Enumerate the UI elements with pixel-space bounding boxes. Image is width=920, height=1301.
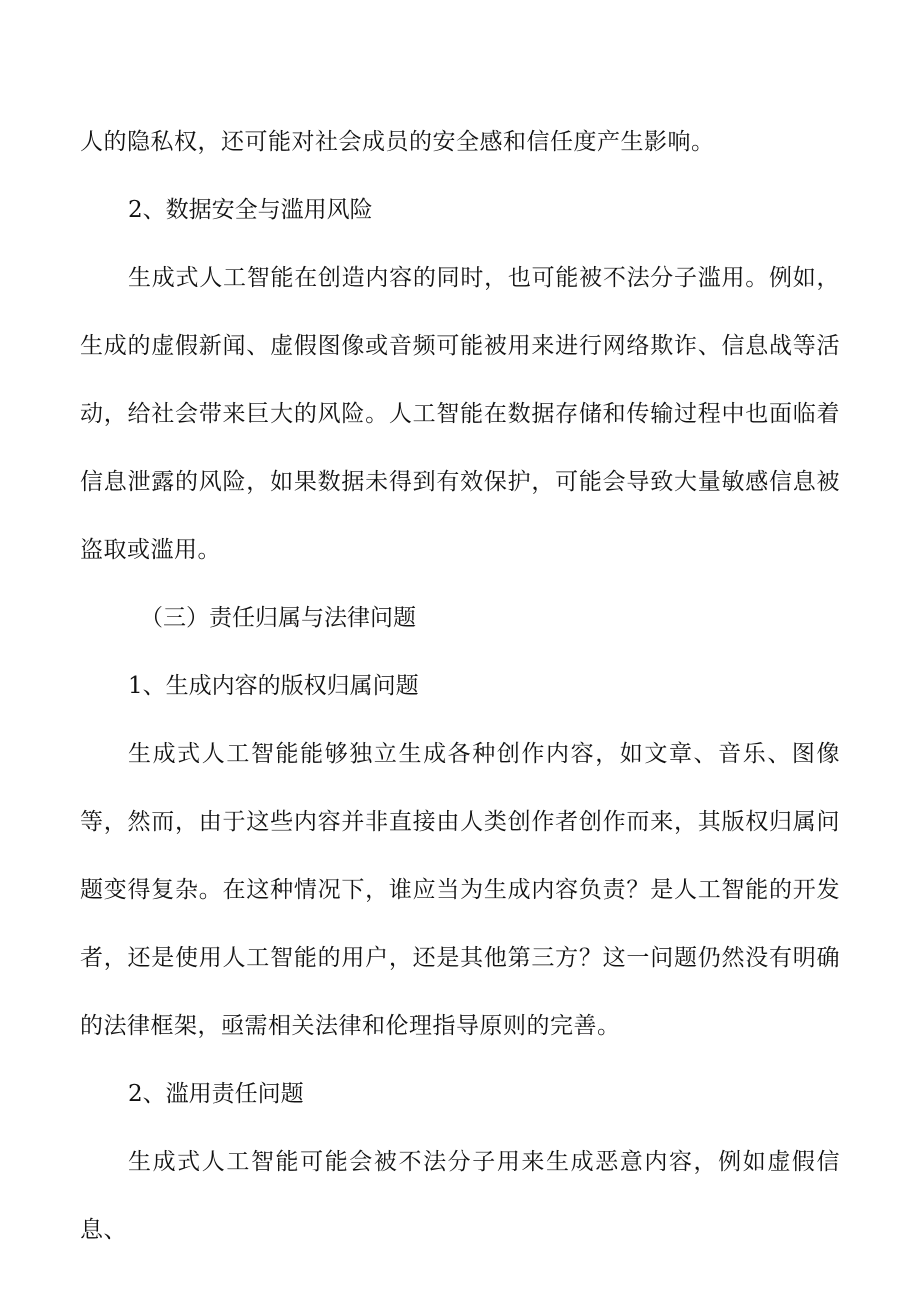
heading-data-security: 2、数据安全与滥用风险 [128, 197, 373, 223]
paragraph-privacy-continuation: 人的隐私权，还可能对社会成员的安全感和信任度产生影响。 [80, 129, 715, 155]
paragraph-misuse-responsibility: 生成式人工智能可能会被不法分子用来生成恶意内容，例如虚假信息、 [80, 1149, 840, 1243]
paragraph-copyright: 生成式人工智能能够独立生成各种创作内容，如文章、音乐、图像等，然而，由于这些内容并非直接由人类创作者创作而来，其版权归属问题变得复杂。在这种情况下，谁应当为生成内容负责？是人工智能的开发者，还是使用人工智能的用户，还是其他第三方？这一问题仍然没有明确的法律框架，亟需相关法律和伦理指导原则的完善。 [80, 741, 840, 1039]
paragraph-data-security: 生成式人工智能在创造内容的同时，也可能被不法分子滥用。例如，生成的虚假新闻、虚假图像或音频可能被用来进行网络欺诈、信息战等活动，给社会带来巨大的风险。人工智能在数据存储和传输过程中也面临着信息泄露的风险，如果数据未得到有效保护，可能会导致大量敏感信息被盗取或滥用。 [80, 265, 840, 563]
heading-misuse-responsibility: 2、滥用责任问题 [128, 1081, 304, 1107]
heading-responsibility-law: （三）责任归属与法律问题 [140, 605, 416, 631]
document-body [80, 108, 840, 1264]
heading-copyright: 1、生成内容的版权归属问题 [128, 673, 419, 699]
